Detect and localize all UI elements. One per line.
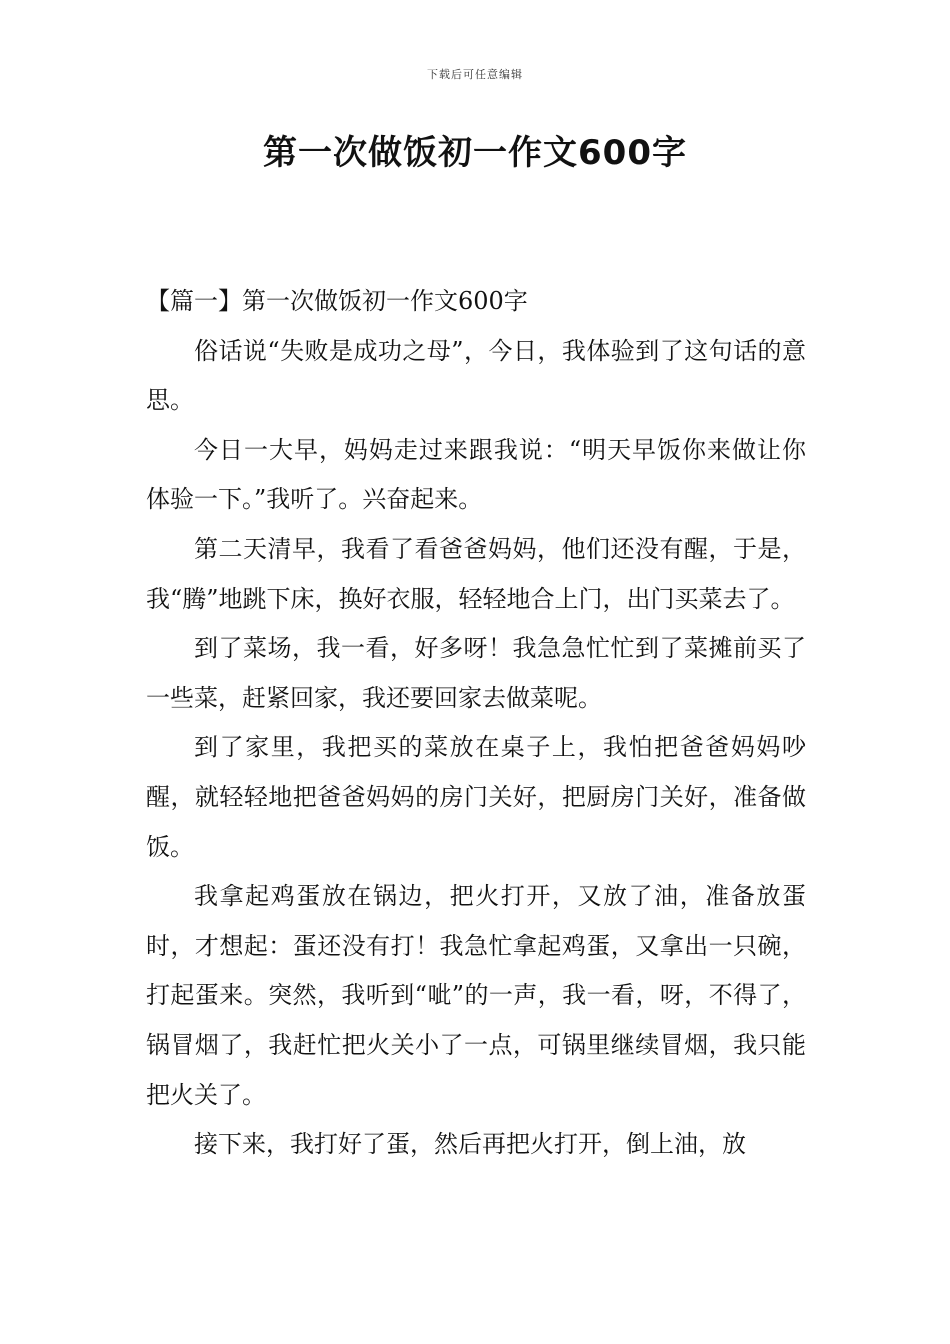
document-body [146, 277, 806, 1170]
paragraph-5: 到了家里，我把买的菜放在桌子上，我怕把爸爸妈妈吵醒，就轻轻地把爸爸妈妈的房门关好，把厨房门关好，准备做饭。 [146, 733, 806, 861]
paragraph-2: 今日一大早，妈妈走过来跟我说：“明天早饭你来做让你体验一下。”我听了。兴奋起来。 [146, 435, 806, 514]
paragraph-3: 第二天清早，我看了看爸爸妈妈，他们还没有醒，于是，我“腾”地跳下床，换好衣服，轻轻地合上门，出门买菜去了。 [146, 534, 806, 613]
paragraph-1: 俗话说“失败是成功之母”，今日，我体验到了这句话的意思。 [146, 336, 806, 415]
paragraph-7: 接下来，我打好了蛋，然后再把火打开，倒上油，放 [194, 1130, 746, 1159]
header-note: 下载后可任意编辑 [427, 68, 523, 81]
document-title: 第一次做饭初一作文600字 [263, 133, 687, 173]
paragraph-6: 我拿起鸡蛋放在锅边，把火打开，又放了油，准备放蛋时，才想起：蛋还没有打！我急忙拿起鸡蛋，又拿出一只碗，打起蛋来。突然，我听到“呲”的一声，我一看，呀，不得了，锅冒烟了，我赶忙把火关小了一点，可锅里继续冒烟，我只能把火关了。 [146, 882, 806, 1109]
section-heading: 【篇一】第一次做饭初一作文600字 [146, 287, 528, 315]
paragraph-4: 到了菜场，我一看，好多呀！我急急忙忙到了菜摊前买了一些菜，赶紧回家，我还要回家去做菜呢。 [146, 634, 806, 712]
